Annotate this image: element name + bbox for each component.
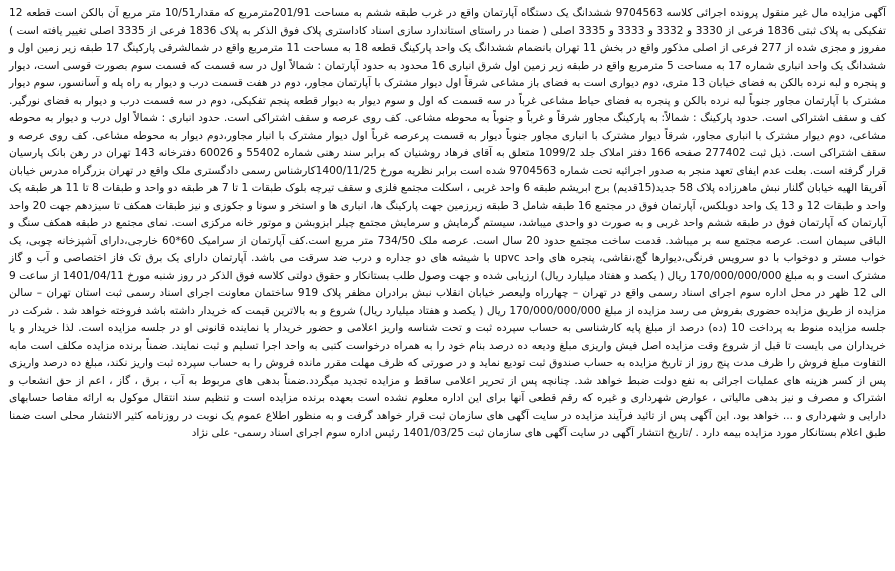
auction-notice-text: آگهی مزایده مال غیر منقول پرونده اجرائی کلاسه 9704563 ششدانگ یک دستگاه آپارتمان واقع در غرب طبقه ششم به مساحت 201/91مترمربع که مقدار10/51 متر مربع آن بالکن است قطعه 12 تفکیکی به پلاک ثبتی 1836 فرعی از 3330 و 3332 و 3333 و 3335 اصلی ( ضمنا در راستای استاندارد سازی اسناد کاداستری پلاک فوق الذکر به پلاک 1836 فرعی از 3335 اصلی تغییر یافته است ) مفروز و مجزی شده از 277 فرعی از اصلی مذکور واقع در بخش 11 تهران بانضمام ششدانگ یک واحد پارکینگ قطعه 18 به مساحت 11 مترمربع واقع در شمالشرقی پارکینگ 17 طبقه زیر زمین اول و ششدانگ یک واحد انباری شماره 17 به مساحت 5 مترمربع واقع در طبقه زیر زمین اول شرق انباری 16 محدود به حدود آپارتمان : شمالاً اول در سه قسمت که قسمت سوم بصورت قوسی است، دیوار و پنجره و لبه نرده بالکن به فضای خیابان 13 متری، دوم دیواری است به فضای باز مشاعی شرقاً اول دیوار مشترک با آپارتمان مجاور، دوم در هفت قسمت درب و دیوار به راه پله و آسانسور، سوم دیوار مشترک با آپارتمان مجاور جنوباً لبه نرده بالکن و پنجره به فضای حیاط مشاعی غرباً در سه قسمت که اول و سوم دیوار به دیوار قطعه پنجم تفکیکی، دوم در سه قسمت درب و دیوار به فضای نورگیر. کف و سقف اشتراکی است. حدود پارکینگ : شمالاً: به پارکینگ مجاور شرقاً و غرباً و جنوباً به محوطه مشاعی. کف روی عرصه و سقف اشتراکی است. حدود انباری : شمالاً اول درب و دیوار به محوطه مشاعی، دوم دیوار مشترک با انباری مجاور، شرقاً دیوار مشترک با انباری مجاور جنوباً دیوار به قسمت پرعرصه غرباً اول دیوار مشترک با انبار مجاور،دوم دیوار به محوطه مشاعی. کف روی عرصه و سقف اشتراکی است. ذیل ثبت 277402 صفحه 166 دفتر املاک جلد 1099/2 متعلق به آقای فرهاد روشنیان که برابر سند رهنی شماره 55402 و 60026 دفترخانه 143 تهران در رهن بانک پارسیان قرار گرفته است. بعلت عدم ایفای تعهد منجر به صدور اجرائیه تحت شماره 9704563 شده است برابر نظریه مورخ 1400/11/25کارشناس رسمی دادگستری ملک واقع در تهران بزرگراه مدرس خیابان آفریقا الهیه خیابان گلنار نبش ماهرزاده پلاک 58 جدید(15قدیم) برج ابریشم طبقه 6 واحد غربی ، اسکلت مجتمع فلزی و سقف تیرچه بلوک طبقات 1 تا 7 هر طبقه دو واحد و طبقات 8 تا 11 هر طبقه یک واحد و طبقات 12 و 13 یک واحد دوبلکس، آپارتمان فوق در مجتمع 16 طبقه شامل 3 طبقه زیرزمین جهت پارکینگ ها، انباری ها و استخر و سونا و جکوزی و نیز طبقات همکف تا سیزدهم جهت 20 واحد آپارتمان که آپارتمان فوق در طبقه ششم واحد غربی و به صورت دو واحدی میباشد، سیستم گرمایش و سرمایش مجتمع چیلر ابزوبشن و موتور خانه مرکزی است. نمای مجتمع در طبقه همکف سنگ و الباقی سیمان است. عرصه مجتمع سه بر میباشد. قدمت ساخت مجتمع حدود 20 سال است. عرصه ملک 734/50 متر مربع است.کف آپارتمان از سرامیک 60*60 خارجی،دارای آشپزخانه چوبی، یک خواب مستر و دوخواب با دو سرویس فرنگی،دیوارها گچ،نقاشی، پنجره های واحد upvc با شیشه های دو جداره و درب ضد سرقت می باشد. آپارتمان دارای یک برق تک فاز اختصاصی و آب و گاز مشترک است و به مبلغ 170/000/000/000 ریال ( یکصد و هفتاد میلیارد ریال) ارزیابی شده و جهت وصول طلب بستانکار و حقوق دولتی کلاسه فوق الذکر در روز شنبه مورخ 1401/04/11 از ساعت 9 الی 12 ظهر در محل اداره سوم اجرای اسناد رسمی واقع در تهران – چهارراه ولیعصر خیابان انقلاب نبش برادران مظفر پلاک 919 ساختمان معاونت اجرای اسناد رسمی ثبت استان تهران – سالن مزایده از طریق مزایده حضوری بفروش می رسد مزایده از مبلغ 170/000/000/000 ریال ( یکصد و هفتاد میلیارد ریال) شروع و به بالاترین قیمت که خریدار داشته باشد فروخته خواهد شد . شرکت در جلسه مزایده منوط به پرداخت 10 (ده) درصد از مبلغ پایه کارشناسی به حساب سپرده ثبت و تحت شناسه واریز اعلامی و حضور خریدار یا نماینده قانونی او در جلسه مزایده است. لذا خریدار و یا خریداران می بایست تا قبل از شروع وقت مزایده اصل فیش واریزی مبلغ ودیعه ده درصد بنام خود را به همراه درخواست کتبی به واحد اجرا تسلیم و ثبت نمایند. ضمناً برنده مزایده مکلف است مابه التفاوت مبلغ فروش را ظرف مدت پنج روز از تاریخ مزایده به حساب صندوق ثبت تودیع نماید و در صورتی که ظرف مهلت مقرر مانده فروش را به حساب سپرده ثبت واریز نکند، مبلغ ده درصد واریزی پس از کسر هزینه های عملیات اجرائی به نفع دولت ضبط خواهد شد. چنانچه پس از تحریر اعلامی ساقط و مزایده تجدید میگردد.ضمناً بدهی های مربوط به آب ، برق ، گاز ، اعم از حق انشعاب و اشتراک و مصرف و نیز بدهی مالیاتی ، عوارض شهرداری و غیره که رقم قطعی آنها برای این اداره معلوم نشده است بعهده برنده مزایده است و تنظیم سند انتقال موکول به ارائه مفاصا حسابهای دارایی و شهرداری و ... خواهد بود. این آگهی پس از تائید فرآیند مزایده در سایت آگهی های سازمان ثبت قرار خواهد گرفت و به منظور اطلاع عموم یک نوبت در روزنامه کثیر الانتشار محلی است ضمنا طبق اعلام بستانکار مورد مزایده بیمه دارد . /تاریخ انتشار آگهی در سایت آگهی های سازمان ثبت 1401/03/25 رئیس اداره سوم اجرای اسناد رسمی- علی نژاد xyxy=(9,7,887,439)
